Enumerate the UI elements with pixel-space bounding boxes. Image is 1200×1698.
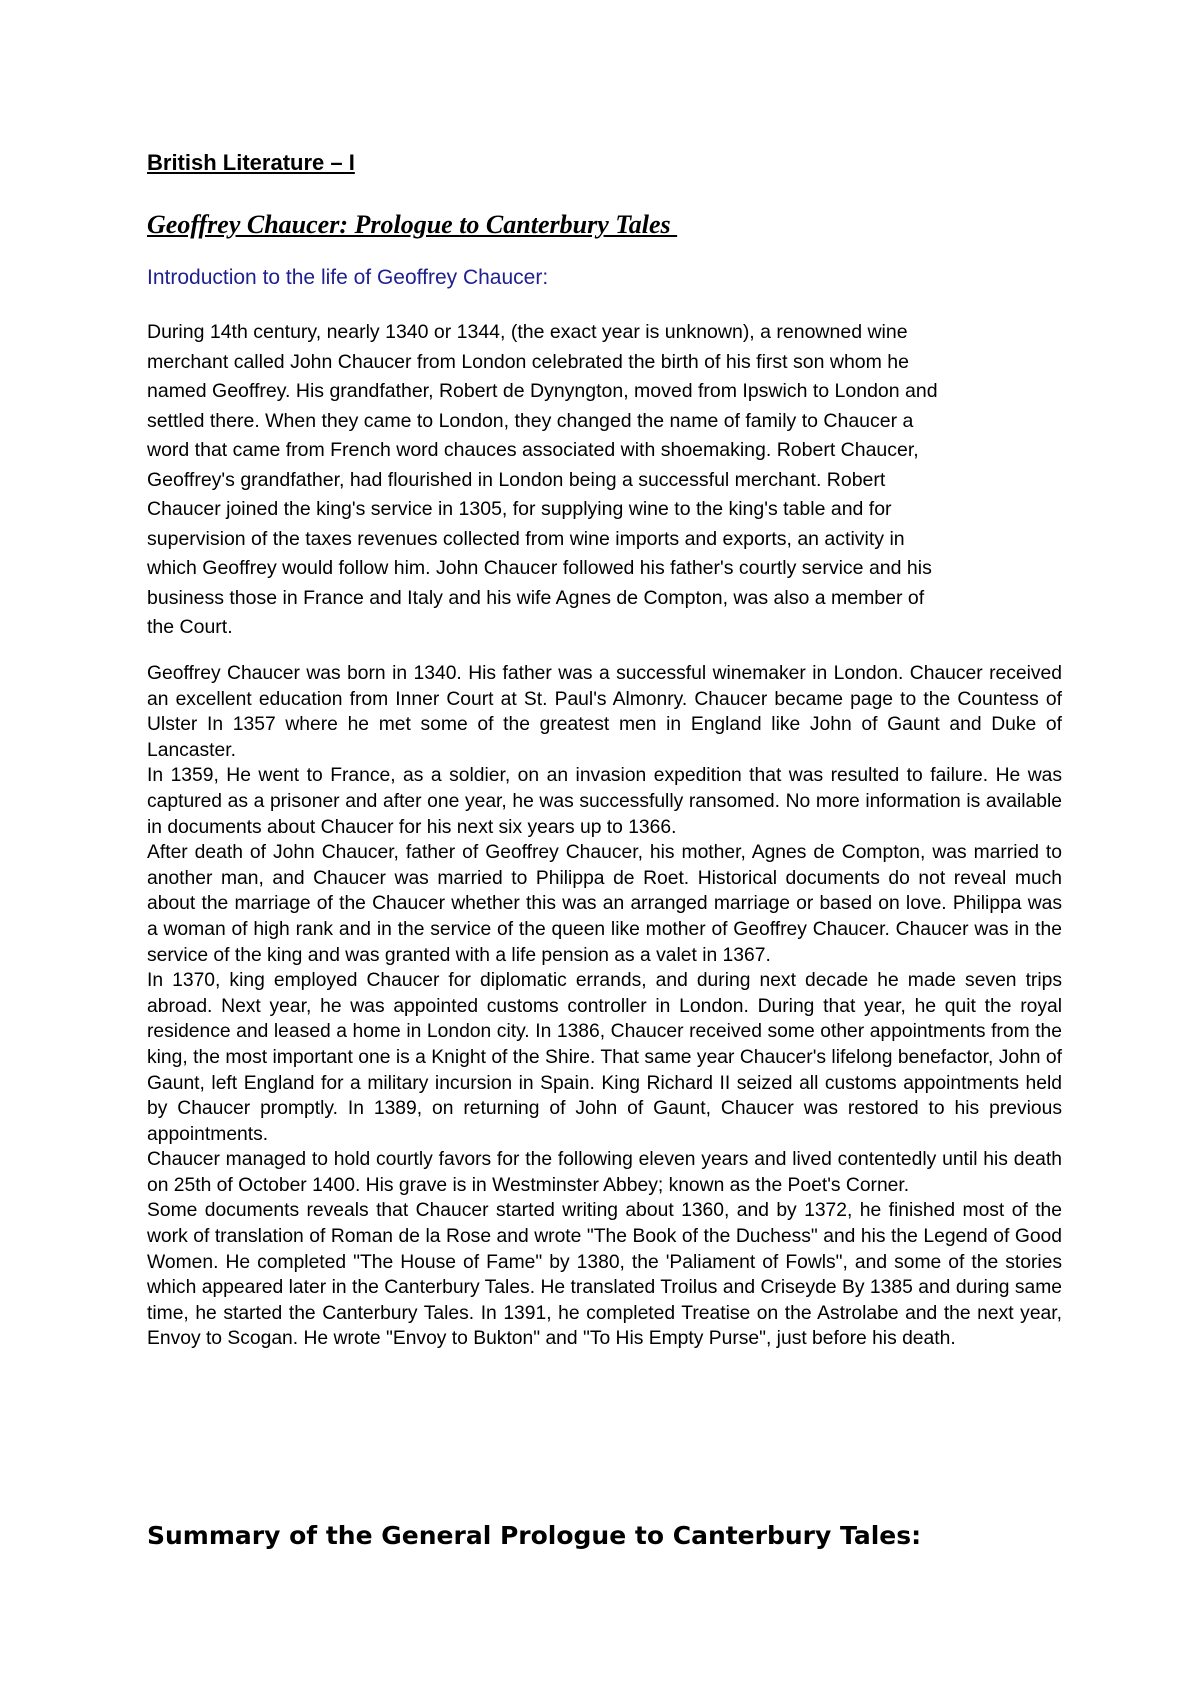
intro-line: merchant called John Chaucer from London celebrated the birth of his first son whom he xyxy=(147,350,909,373)
intro-line: word that came from French word chauces associated with shoemaking. Robert Chaucer, xyxy=(147,439,919,461)
intro-line: Chaucer joined the king's service in 1305, for supplying wine to the king's table and for xyxy=(147,498,892,520)
course-title: British Literature – I xyxy=(147,150,355,175)
summary-heading: Summary of the General Prologue to Canterbury Tales: xyxy=(147,1521,922,1550)
body-paragraph: Chaucer managed to hold courtly favors for the following eleven years and lived contentedly until his death on 25th of October 1400. His grave is in Westminster Abbey; known as the Poet's Corner. xyxy=(147,1149,1062,1196)
body-paragraph: In 1359, He went to France, as a soldier, on an invasion expedition that was resulted to failure. He was captured as a prisoner and after one year, he was successfully ransomed. No more information is available in documents about Chaucer for his next six years up to 1366. xyxy=(147,765,1062,838)
body-paragraph: Some documents reveals that Chaucer started writing about 1360, and by 1372, he finished most of the work of translation of Roman de la Rose and wrote "The Book of the Duchess" and his the Legend of Good Women. He completed "The House of Fame" by 1380, the 'Paliament of Fowls", and some of the stories which appeared later in the Canterbury Tales. He translated Troilus and Criseyde By 1385 and during same time, he started the Canterbury Tales. In 1391, he completed Treatise on the Astrolabe and the next year, Envoy to Scogan. He wrote "Envoy to Bukton" and "To His Empty Purse", just before his death. xyxy=(147,1200,1062,1350)
body-paragraph: After death of John Chaucer, father of Geoffrey Chaucer, his mother, Agnes de Compton, was married to another man, and Chaucer was married to Philippa de Roet. Historical documents do not reveal much about the marriage of the Chaucer whether this was an arranged marriage or based on love. Philippa was a woman of high rank and in the service of the queen like mother of Geoffrey Chaucer. Chaucer was in the service of the king and was granted with a life pension as a valet in 1367. xyxy=(147,842,1062,966)
intro-line: named Geoffrey. His grandfather, Robert de Dynyngton, moved from Ipswich to London and xyxy=(147,380,938,402)
body-paragraph: Geoffrey Chaucer was born in 1340. His father was a successful winemaker in London. Chaucer received an excellent education from Inner Court at St. Paul's Almonry. Chaucer became page to the Countess of Ulster In 1357 where he met some of the greatest men in England like John of Gaunt and Duke of Lancaster. xyxy=(147,663,1062,761)
section-heading: Introduction to the life of Geoffrey Chaucer: xyxy=(147,266,549,289)
intro-line: the Court. xyxy=(147,616,233,638)
body-paragraph: In 1370, king employed Chaucer for diplomatic errands, and during next decade he made seven trips abroad. Next year, he was appointed customs controller in London. During that year, he quit the royal residence and leased a home in London city. In 1386, Chaucer received some other appointments from the king, the most important one is a Knight of the Shire. That same year Chaucer's lifelong benefactor, John of Gaunt, left England for a military incursion in Spain. King Richard II seized all customs appointments held by Chaucer promptly. In 1389, on returning of John of Gaunt, Chaucer was restored to his previous appointments. xyxy=(147,970,1062,1145)
intro-line: settled there. When they came to London, they changed the name of family to Chaucer a xyxy=(147,409,914,432)
intro-line: During 14th century, nearly 1340 or 1344, (the exact year is unknown), a renowned wine xyxy=(147,321,908,343)
intro-line: Geoffrey's grandfather, had flourished in London being a successful merchant. Robert xyxy=(147,468,886,491)
intro-line: supervision of the taxes revenues collected from wine imports and exports, an activity in xyxy=(147,527,905,550)
intro-line: which Geoffrey would follow him. John Chaucer followed his father's courtly service and his xyxy=(147,557,932,579)
biography-body xyxy=(147,661,1062,1352)
intro-paragraph xyxy=(147,318,1062,643)
intro-line: business those in France and Italy and his wife Agnes de Compton, was also a member of xyxy=(147,586,925,609)
document-title: Geoffrey Chaucer: Prologue to Canterbury Tales xyxy=(147,210,678,239)
